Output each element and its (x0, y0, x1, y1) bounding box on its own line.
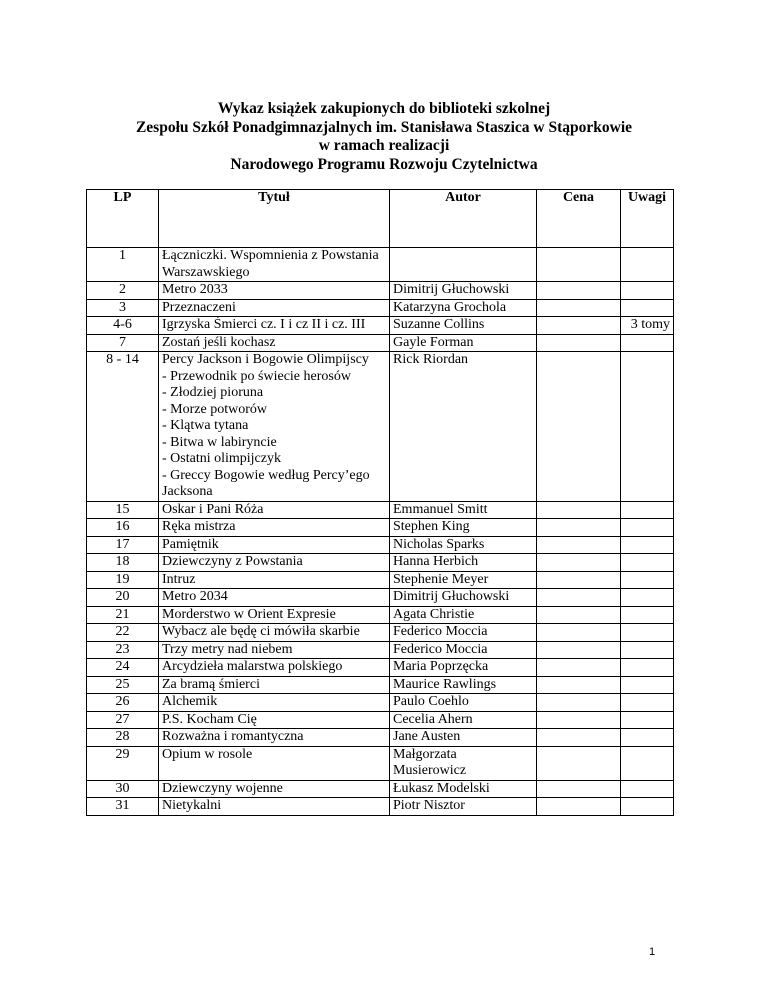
cell-author: Gayle Forman (390, 334, 537, 352)
cell-lp: 20 (87, 589, 159, 607)
cell-notes (621, 501, 674, 519)
title-text: Rozważna i romantyczna (162, 729, 304, 744)
title-text: Wybacz ale będę ci mówiła skarbie (162, 624, 360, 639)
cell-title (159, 624, 390, 642)
cell-price (537, 676, 621, 694)
table-row (87, 282, 674, 300)
cell-notes (621, 798, 674, 816)
title-text: Za bramą śmierci (162, 676, 260, 692)
cell-title (159, 536, 390, 554)
cell-title (159, 746, 390, 780)
cell-title (159, 780, 390, 798)
cell-price (537, 352, 621, 502)
cell-title (159, 571, 390, 589)
cell-title (159, 299, 390, 317)
table-row (87, 248, 674, 282)
header-author: Autor (390, 190, 537, 248)
cell-author: Federico Moccia (390, 624, 537, 642)
cell-price (537, 589, 621, 607)
header-price: Cena (537, 190, 621, 248)
table-row (87, 659, 674, 677)
table-row (87, 711, 674, 729)
cell-price (537, 729, 621, 747)
title-text: Nietykalni (162, 798, 222, 813)
cell-title (159, 248, 390, 282)
cell-notes (621, 571, 674, 589)
cell-title (159, 334, 390, 352)
cell-notes (621, 589, 674, 607)
cell-title (159, 606, 390, 624)
title-line-4: Narodowego Programu Rozwoju Czytelnictwa (230, 155, 538, 173)
title-line-1: Wykaz książek zakupionych do biblioteki szkolnej (217, 100, 551, 117)
cell-title (159, 659, 390, 677)
cell-title (159, 501, 390, 519)
cell-lp: 29 (87, 746, 159, 780)
table-row (87, 352, 674, 502)
cell-title (159, 711, 390, 729)
subtitle-text: - Morze potworów (162, 401, 267, 417)
table-row (87, 501, 674, 519)
cell-title (159, 641, 390, 659)
cell-author: Federico Moccia (390, 641, 537, 659)
subtitle-text: - Ostatni olimpijczyk (162, 451, 281, 466)
cell-lp: 19 (87, 571, 159, 589)
table-row (87, 676, 674, 694)
table-row (87, 554, 674, 572)
cell-author: Maria Poprzęcka (390, 659, 537, 677)
cell-lp: 3 (87, 299, 159, 317)
table-row (87, 334, 674, 352)
cell-price (537, 248, 621, 282)
title-line-2: Zespołu Szkół Ponadgimnazjalnych im. Stanisława Staszica w Stąporkowie (135, 118, 633, 136)
subtitle-text: - Przewodnik po świecie herosów (162, 368, 351, 384)
cell-title (159, 729, 390, 747)
title-text: Ręka mistrza (162, 519, 236, 534)
cell-notes (621, 729, 674, 747)
cell-author: Małgorzata Musierowicz (390, 746, 537, 780)
cell-price (537, 606, 621, 624)
cell-notes (621, 711, 674, 729)
cell-title (159, 282, 390, 300)
cell-author: Paulo Coehlo (390, 694, 537, 712)
cell-author: Stephen King (390, 519, 537, 537)
cell-lp: 16 (87, 519, 159, 537)
cell-price (537, 554, 621, 572)
cell-lp: 26 (87, 694, 159, 712)
title-text: Alchemik (162, 694, 218, 709)
cell-price (537, 659, 621, 677)
subtitle-text: - Bitwa w labiryncie (162, 434, 277, 450)
cell-author: Katarzyna Grochola (390, 299, 537, 317)
cell-price (537, 536, 621, 554)
cell-author: Dimitrij Głuchowski (390, 282, 537, 300)
cell-price (537, 317, 621, 335)
cell-lp: 8 - 14 (87, 352, 159, 502)
cell-title (159, 554, 390, 572)
cell-price (537, 798, 621, 816)
table-body (87, 248, 674, 816)
cell-author: Łukasz Modelski (390, 780, 537, 798)
cell-lp: 21 (87, 606, 159, 624)
cell-lp: 7 (87, 334, 159, 352)
cell-author: Hanna Herbich (390, 554, 537, 572)
cell-author (390, 248, 537, 282)
table-row (87, 317, 674, 335)
cell-author: Dimitrij Głuchowski (390, 589, 537, 607)
cell-price (537, 624, 621, 642)
cell-price (537, 694, 621, 712)
cell-notes (621, 606, 674, 624)
cell-notes (621, 299, 674, 317)
cell-title (159, 589, 390, 607)
table-row (87, 746, 674, 780)
title-text: Igrzyska Śmierci cz. I i cz II i cz. III (162, 317, 366, 332)
cell-lp: 28 (87, 729, 159, 747)
title-text: Trzy metry nad niebem (162, 641, 293, 657)
cell-author: Jane Austen (390, 729, 537, 747)
subtitle-text: - Klątwa tytana (162, 418, 249, 433)
cell-notes (621, 676, 674, 694)
cell-price (537, 501, 621, 519)
cell-title (159, 798, 390, 816)
title-text: P.S. Kocham Cię (162, 711, 257, 727)
title-line-3: w ramach realizacji (318, 137, 450, 154)
cell-price (537, 282, 621, 300)
title-text: Percy Jackson i Bogowie Olimpijscy (162, 352, 369, 367)
cell-notes (621, 694, 674, 712)
header-notes: Uwagi (621, 190, 674, 248)
cell-author: Stephenie Meyer (390, 571, 537, 589)
cell-price (537, 299, 621, 317)
cell-lp: 24 (87, 659, 159, 677)
cell-price (537, 746, 621, 780)
cell-notes (621, 624, 674, 642)
table-row (87, 729, 674, 747)
cell-title (159, 352, 390, 502)
cell-price (537, 780, 621, 798)
cell-price (537, 571, 621, 589)
table-row (87, 624, 674, 642)
cell-lp: 15 (87, 501, 159, 519)
cell-lp: 2 (87, 282, 159, 300)
title-text: Oskar i Pani Róża (162, 501, 264, 517)
cell-price (537, 519, 621, 537)
table-row (87, 798, 674, 816)
cell-lp: 22 (87, 624, 159, 642)
cell-notes (621, 282, 674, 300)
table-row (87, 641, 674, 659)
cell-author: Nicholas Sparks (390, 536, 537, 554)
title-text: Opium w rosole (162, 746, 253, 762)
cell-lp: 27 (87, 711, 159, 729)
cell-author: Piotr Nisztor (390, 798, 537, 816)
title-text: Zostań jeśli kochasz (162, 334, 276, 350)
page-number: 1 (649, 946, 656, 958)
cell-lp: 25 (87, 676, 159, 694)
cell-lp: 4-6 (87, 317, 159, 335)
table-row (87, 536, 674, 554)
cell-notes (621, 659, 674, 677)
table-row (87, 589, 674, 607)
subtitle-text: - Greccy Bogowie według Percy’ego Jacksona (162, 467, 370, 499)
cell-author: Suzanne Collins (390, 317, 537, 335)
cell-lp: 23 (87, 641, 159, 659)
table-row (87, 694, 674, 712)
header-title: Tytuł (159, 190, 390, 248)
cell-lp: 18 (87, 554, 159, 572)
table-row (87, 606, 674, 624)
cell-author: Maurice Rawlings (390, 676, 537, 694)
cell-author: Rick Riordan (390, 352, 537, 502)
cell-author: Agata Christie (390, 606, 537, 624)
subtitle-text: - Złodziej pioruna (162, 385, 264, 400)
cell-notes (621, 334, 674, 352)
table-header-row (87, 190, 674, 248)
cell-notes (621, 641, 674, 659)
title-text: Morderstwo w Orient Expresie (162, 606, 336, 622)
cell-notes (621, 519, 674, 537)
cell-notes (621, 248, 674, 282)
header-lp: LP (87, 190, 159, 248)
table-row (87, 519, 674, 537)
cell-price (537, 711, 621, 729)
cell-notes (621, 746, 674, 780)
cell-title (159, 519, 390, 537)
title-text: Dziewczyny wojenne (162, 780, 283, 796)
cell-title (159, 317, 390, 335)
cell-notes (621, 352, 674, 502)
title-text: Arcydzieła malarstwa polskiego (162, 659, 343, 674)
title-text: Metro 2033 (162, 282, 228, 297)
cell-price (537, 334, 621, 352)
cell-notes (621, 536, 674, 554)
cell-lp: 31 (87, 798, 159, 816)
title-text: Metro 2034 (162, 589, 228, 604)
cell-lp: 1 (87, 248, 159, 282)
title-text: Łączniczki. Wspomnienia z Powstania Warszawskiego (162, 248, 379, 280)
title-text: Intruz (162, 571, 196, 587)
cell-notes (621, 780, 674, 798)
table-row (87, 299, 674, 317)
title-text: Pamiętnik (162, 536, 219, 552)
cell-author: Cecelia Ahern (390, 711, 537, 729)
document-title (0, 100, 768, 174)
title-text: Dziewczyny z Powstania (162, 554, 303, 569)
cell-title (159, 676, 390, 694)
table-row (87, 780, 674, 798)
title-text: Przeznaczeni (162, 299, 236, 315)
table-row (87, 571, 674, 589)
cell-notes (621, 554, 674, 572)
cell-lp: 30 (87, 780, 159, 798)
cell-notes: 3 tomy (621, 317, 674, 335)
cell-price (537, 641, 621, 659)
books-table (86, 189, 674, 816)
cell-author: Emmanuel Smitt (390, 501, 537, 519)
cell-lp: 17 (87, 536, 159, 554)
cell-title (159, 694, 390, 712)
